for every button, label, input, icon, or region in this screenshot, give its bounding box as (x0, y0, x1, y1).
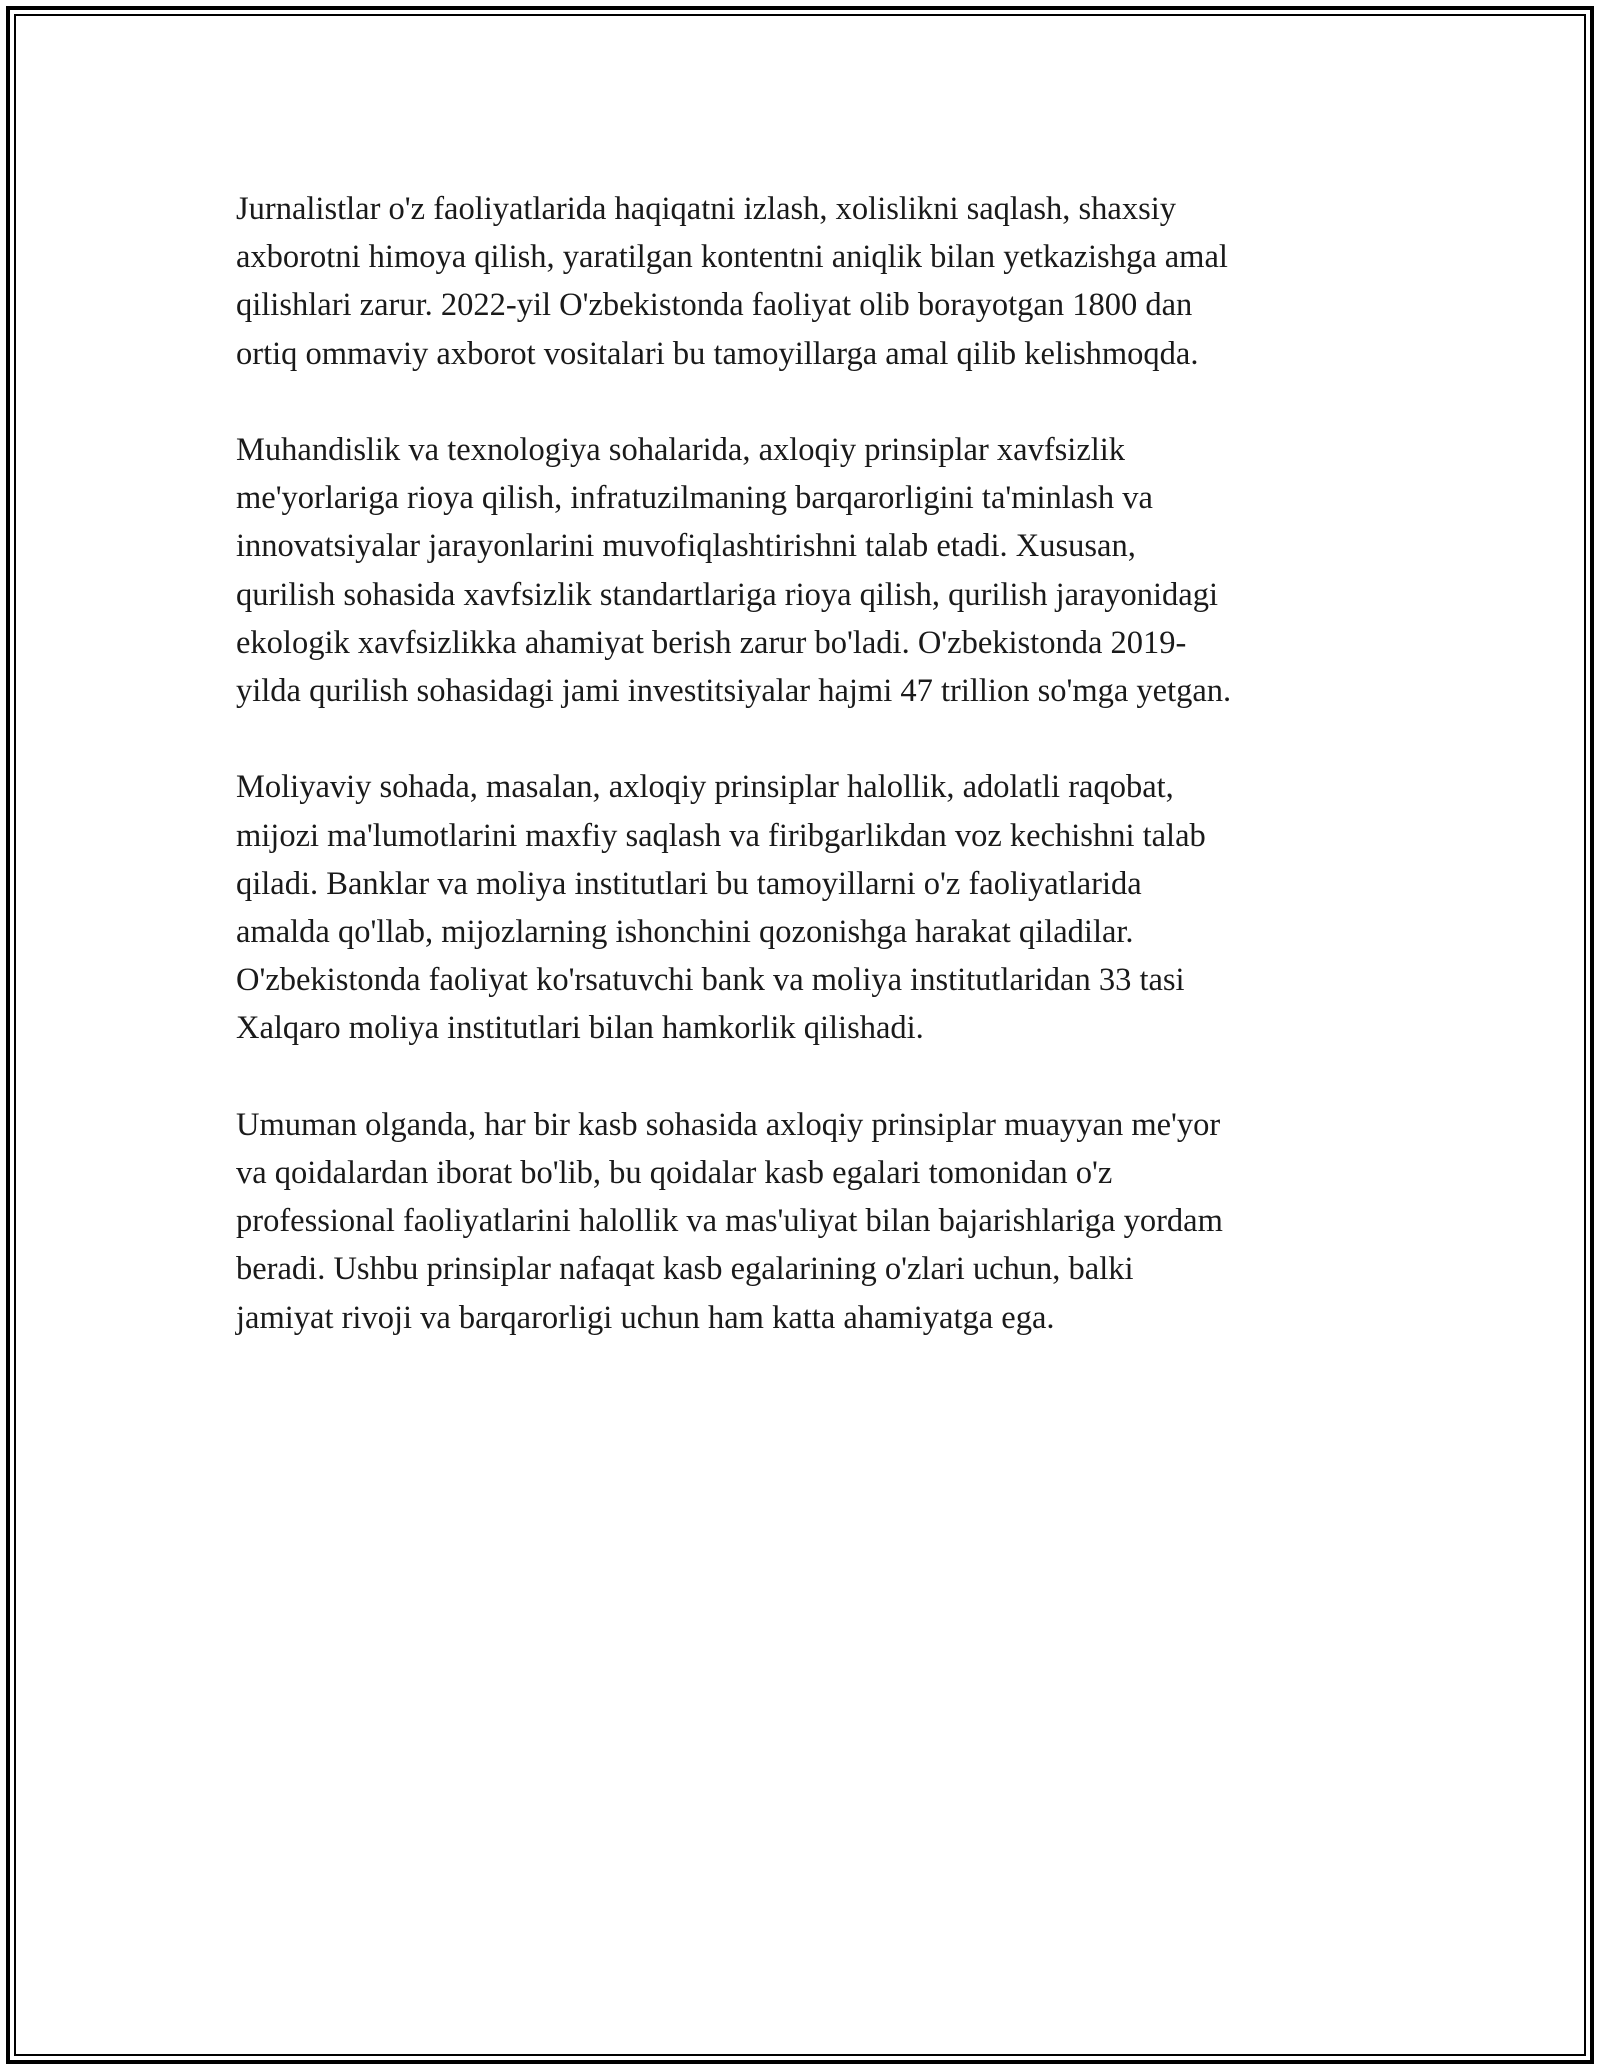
text-line: mijozi ma'lumotlarini maxfiy saqlash va firibgarlikdan voz kechishni talab (236, 817, 1206, 854)
text-line: professional faoliyatlarini halollik va mas'uliyat bilan bajarishlariga yordam (236, 1203, 1223, 1240)
text-line: jamiyat rivoji va barqarorligi uchun ham katta ahamiyatga ega. (236, 1299, 1055, 1336)
text-line: qilishlari zarur. 2022-yil O'zbekistonda faoliyat olib borayotgan 1800 dan (236, 287, 1193, 324)
text-line: Moliyaviy sohada, masalan, axloqiy prinsiplar halollik, adolatli raqobat, (236, 769, 1174, 806)
text-line: Umuman olganda, har bir kasb sohasida axloqiy prinsiplar muayyan me'yor (236, 1106, 1221, 1143)
text-line: qiladi. Banklar va moliya institutlari bu tamoyillarni o'z faoliyatlarida (236, 865, 1142, 902)
text-line: beradi. Ushbu prinsiplar nafaqat kasb egalarining o'zlari uchun, balki (236, 1251, 1134, 1288)
text-line: qurilish sohasida xavfsizlik standartlariga rioya qilish, qurilish jarayonidagi (236, 576, 1219, 613)
paragraph-journalism (236, 185, 1376, 378)
text-line: O'zbekistonda faoliyat ko'rsatuvchi bank va moliya institutlaridan 33 tasi (236, 962, 1185, 999)
paragraph-engineering (236, 426, 1376, 715)
text-line: va qoidalardan iborat bo'lib, bu qoidalar kasb egalari tomonidan o'z (236, 1155, 1113, 1192)
text-line: Jurnalistlar o'z faoliyatlarida haqiqatni izlash, xolislikni saqlash, shaxsiy (236, 191, 1177, 227)
text-line: innovatsiyalar jarayonlarini muvofiqlashtirishni talab etadi. Xususan, (236, 528, 1136, 565)
text-line: me'yorlariga rioya qilish, infratuzilmaning barqarorligini ta'minlash va (236, 480, 1153, 517)
text-line: ekologik xavfsizlikka ahamiyat berish zarur bo'ladi. O'zbekistonda 2019- (236, 624, 1187, 661)
text-line: Muhandislik va texnologiya sohalarida, axloqiy prinsiplar xavfsizlik (236, 432, 1126, 468)
text-line: ortiq ommaviy axborot vositalari bu tamoyillarga amal qilib kelishmoqda. (236, 335, 1199, 372)
paragraph-finance (236, 763, 1376, 1052)
text-line: yilda qurilish sohasidagi jami investitsiyalar hajmi 47 trillion so'mga yetgan. (236, 673, 1232, 710)
paragraph-conclusion (236, 1101, 1376, 1342)
text-line: Xalqaro moliya institutlari bilan hamkorlik qilishadi. (236, 1010, 924, 1047)
text-line: axborotni himoya qilish, yaratilgan kontentni aniqlik bilan yetkazishga amal (236, 239, 1228, 276)
text-line: amalda qo'llab, mijozlarning ishonchini qozonishga harakat qiladilar. (236, 914, 1134, 951)
document-body (236, 185, 1376, 1390)
